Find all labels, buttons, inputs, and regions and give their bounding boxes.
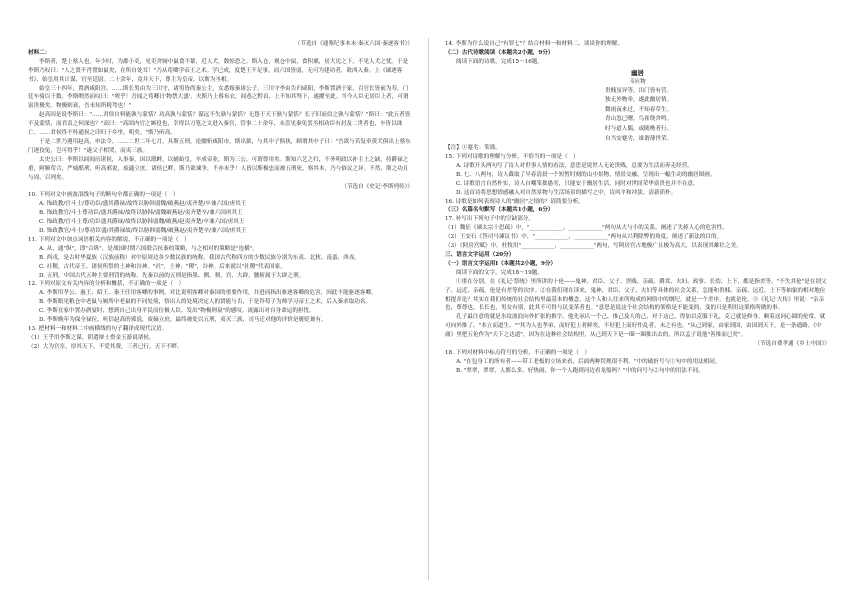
poem-line: 自当安蹇劣，谁谓薄世荣。 xyxy=(605,135,673,142)
text-paragraph: 15. 下列对诗歌的理解与分析，不恰当的一项是（ ） xyxy=(445,154,579,160)
text-paragraph: B. "翠翠，翠翠，人都么多，好热闹，你一个人跑到河边看龙船吗？"中的问号与②句中的用法不同。 xyxy=(456,367,704,374)
text-paragraph: B. 李斯眼见粮仓中老鼠与厕所中老鼠的不同处境，悟出人的处境决定人的贤能与否，于是拜荀子为师学习帝王之术，后入秦求取功名。 xyxy=(39,299,372,306)
poem-line: 微雨夜来过，不知春草生。 xyxy=(605,106,673,113)
text-paragraph: 10. 下列对文中画波浪线句子的断句全都正确的一项是（ ） xyxy=(28,192,179,199)
text-paragraph: D. 五刑，中国古代五种主要刑罚的统称。先秦以前的五刑是指墨、劓、剕、宫、大辟，腰斩属于大辟之刑。 xyxy=(39,272,305,279)
text-paragraph: 12. 下列对原文有关内容的分析和概括，不正确的一项是（ ） xyxy=(28,281,185,288)
text-paragraph: 阅读下面的文字，完成18～19题。 xyxy=(456,269,543,276)
poem-lines xyxy=(445,87,830,145)
text-paragraph: 三、语言文字运用（20分） xyxy=(445,251,515,258)
text-paragraph: D. 饰政教官/斗士/尊功臣盛/其爵禄故/终以胁韩弱魏/破燕赵/夷齐楚卒/兼六国/虏其王 xyxy=(39,228,247,235)
right-column xyxy=(445,40,830,376)
text-paragraph: C. 饰政教/官斗士尊/功臣盛其爵禄/故终以胁韩弱魏/破燕/赵夷齐楚/卒兼六国/虏其王 xyxy=(39,219,245,226)
column-divider xyxy=(428,38,429,580)
text-paragraph: C. 李斯在家中置办酒宴时，想到自己出身平民而位极人臣，发出"物极则衰"的感叹，流露出对自身命运的担忧。 xyxy=(39,308,315,315)
text-paragraph: （1）王乎用李斯之谋，阴遣辩士赍金玉游说诸侯。 xyxy=(28,334,155,341)
text-paragraph: 16. 诗歌是如何表现诗人的"幽居"之情的？请简要分析。 xyxy=(445,198,584,205)
text-paragraph: B. 饰政教官/斗士尊功臣/盛其爵禄/故终以胁韩/弱魏破燕赵/夷齐楚卒/兼六国虏其王 xyxy=(39,210,243,217)
text-paragraph: A. 诗歌开头两句写了诗人对世事人情的看法，意思是说世人无论贵贱，总要为生活而奔走经营。 xyxy=(456,162,693,169)
text-paragraph: 18. 下列对材料中标点符号的分析，不正确的一项是（ ） xyxy=(445,349,590,356)
text-paragraph: （2）大为宫室，厚其天下，不爱其费，三者已行，天下不畔。 xyxy=(28,343,183,350)
text-paragraph: B. 西戎，是古时华夏族（汉族前称）对中原周边各少数民族的统称，我国古代称四方的少数民族分别为东夷、北狄、南蛮、西戎。 xyxy=(39,254,360,261)
text-paragraph: （节选自《通鉴纪事本末·秦灭六国·秦逐客书》） xyxy=(294,41,413,47)
text-paragraph: （1）魏征《谏太宗十思疏》中，"____________，____________"两句从大与小的关系，阐述了失掉人心的危害性。 xyxy=(445,225,728,232)
text-paragraph: 孔子最注意的就是水纹波浪向外扩张的推字。他先承认一个己，推己及人的己，对于这己，得加以克服于礼，克己就是修身。顺着这同心圆的伦常，就可向外推了。"本立而道生。""其为人也孝弟，而好犯上者鲜矣，不好犯上而好作乱者，未之有也。"从己到家，由家到国，由国到天下，是一条通路。《中庸》里把五伦作为"天下之达道"，因为在这种社会结构里，从己到天下是一圈一圈推出去的，所以孟子说他"善推而已矣"。 xyxy=(445,314,826,339)
poem-block xyxy=(445,69,830,144)
poem-line: 独无外物牵，遂此幽居情。 xyxy=(605,97,673,104)
text-paragraph: 13. 把材料一和材料二中画横线的句子翻译成现代汉语。 xyxy=(28,326,168,332)
text-paragraph: 14. 李斯为什么说自己"有罪七"？结合材料一和材料二，谈谈你的理解。 xyxy=(445,41,624,47)
questions-15-to-18 xyxy=(445,144,830,376)
text-paragraph: 【注】①蹇劣：笨拙。 xyxy=(445,145,501,152)
text-paragraph: 阅读下面的诗歌，完成15～16题。 xyxy=(456,58,543,65)
text-paragraph: C. 诗歌语言自然朴实，诗人自嘲笨拙愚劣，只能安于幽居生活，同时对世间荣华富贵也并不在意。 xyxy=(456,180,699,187)
text-paragraph: A. 李斯用孝公、惠王、昭王、秦王任用客卿的事例，对比说明客卿对秦国的重要作用，并进而指出驱逐客卿的危害，因此不能驱逐客卿。 xyxy=(39,290,377,297)
text-paragraph: 太史公曰：李斯以闾阎历诸侯，入事秦，因以瑕衅，以辅始皇，卒成帝业，斯为三公，可谓尊用矣。斯知六艺之归，不务明政以补主上之缺，持爵禄之重，阿顺苟合，严威酷刑，听高邪说，废適立庶。诸侯已畔，斯乃欲谏争，不亦末乎！人皆以斯极忠而被五刑死，察其本，乃与俗议之异。不然，斯之功且与周、召列矣。 xyxy=(28,156,409,181)
poem-line: 时与道人偶，或随樵者行。 xyxy=(605,125,673,132)
text-paragraph: A. "在包身工的所有者——带工老板的立场来看，后面两种罚规很不利。"中的破折号与①句中的用法相同。 xyxy=(456,358,721,365)
text-paragraph: 材料二： xyxy=(28,49,51,56)
text-paragraph: C. 社稷，古代帝王、诸侯所祭的土神和谷神。"社"，土神；"稷"，谷神。后来就以"社稷"代表国家。 xyxy=(39,263,286,270)
poem-author: 韦应物 xyxy=(629,78,646,85)
text-paragraph: （一）语言文字运用Ⅰ（本题共2小题，9分） xyxy=(445,260,557,267)
text-paragraph: 始皇三十四年，置酒咸阳宫。……斯长男由为三川守，诸男皆尚秦公主，女悉嫁秦诸公子。三川守李由告归咸阳，李斯置酒于家，百官长皆前为寿，门廷车骑以千数。李斯喟然而叹曰："嗟乎！吾闻之荀卿曰'物禁大盛'。夫斯乃上蔡布衣，闾巷之黔首，上不知其驽下，遂擢至此。当今人臣无居臣上者，可谓富贵极矣。物极则衰，吾未知所税驾也！" xyxy=(28,85,409,110)
text-paragraph: A. 从，通"纵"，即"合纵"，是战国时期六国联合抗秦的策略，与之相对的策略是"连横"。 xyxy=(39,245,258,252)
text-paragraph: （2）王安石《答司马谏议书》中，"____________，____________"两句从兴利除弊的角度，阐述了新法的目的。 xyxy=(445,234,723,241)
question-14-and-poem-intro xyxy=(445,40,830,67)
text-paragraph: 赵高因是说李斯曰："……君侯自料能孰与蒙恬？功高孰与蒙恬？谋远不失孰与蒙恬？无怨于天下孰与蒙恬？长子旧而信之孰与蒙恬？"斯曰："此五者皆不及蒙恬，而君责之何深也？"高曰："高固内官之厮役也，幸得以刀笔之文进入秦宫，管事二十余年，未尝见秦免罢丞相功臣有封及二世者也，卒皆以诛亡。……君侯终不怀通侯之印归于乡里，明矣。"斯乃听高。 xyxy=(28,112,411,137)
text-paragraph: （节选自《史记·李斯列传》） xyxy=(341,183,413,190)
text-paragraph: （二）古代诗歌阅读（本题共2小题，9分） xyxy=(445,49,554,56)
text-paragraph: A. 饰政教/官斗士/尊功臣/盛其爵禄/故终以胁韩弱魏/破燕赵/夷齐楚/卒兼六国/虏其王 xyxy=(39,201,247,208)
poem-line: 贵贱虽异等，出门皆有营。 xyxy=(605,87,673,94)
text-paragraph: ①重在分别，在《礼记·祭统》里所讲的十伦——鬼神、君臣、父子、贵贱、亲疏、爵赏、夫妇、政事、长幼、上下，都是指差等。"不失其伦"是在别父子、远近、亲疏。伦是有差等的次序。②在我们现在读来，鬼神、君臣、父子、夫妇等具体的社会关系，怎能和贵贱、亲疏、远近、上下等抽象的相对地位相提并论？其实在我们传统的社会结构里最基本的概念，这个人和人往来所构成的网络中的纲纪，就是一个差序，也就是伦。③《礼记·大传》里说："亲亲也，尊尊也，长长也，男女有别，此其不可得与民变革者也。"意思是说这个社会结构的架格是不能变的，变的只是利用这架格所做的事。 xyxy=(445,278,827,312)
text-paragraph: 李斯者，楚上蔡人也。年少时，为郡小吏，见吏舍厕中鼠食不絜，近人犬，数惊恐之。斯入仓，观仓中鼠，食积粟，居大庑之下，不见人犬之忧。于是李斯乃叹曰："人之贤不肖譬如鼠矣，在所自处耳！"乃从荀卿学帝王之术。学已成，度楚王不足事，而六国皆弱，无可为建功者，欲西入秦。上《谏逐客书》，始皇用其计谋，官至廷尉。二十余年，竟并天下，尊主为皇帝，以斯为丞相。 xyxy=(28,58,409,83)
text-paragraph: （节选自费孝通《乡土中国》） xyxy=(754,341,830,348)
text-paragraph: 17. 补写出下列句子中的空缺部分。 xyxy=(445,216,534,223)
text-paragraph: D. 李斯晚年为保全禄位，听信赵高的邪说，废嫡立庶，最终被处以五刑，夷灭三族，司马迁对他的评价是褒贬兼有。 xyxy=(39,317,327,324)
text-paragraph: 11. 下列对文中加点词语相关内容的解说，不正确的一项是（ ） xyxy=(28,236,190,243)
text-paragraph: （三）名篇名句默写（本题共1小题，6分） xyxy=(445,207,554,214)
text-paragraph: D. 这首诗将思想情感融入对自然景物与生活场景的描写之中，诗风平和冲淡、清新质朴。 xyxy=(456,189,677,196)
left-column xyxy=(28,40,413,352)
text-paragraph: 于是二世乃遵用赵高，申法令。……二世二年七月，具斯五刑，论腰斩咸阳市。斯出狱，与其中子俱执，顾谓其中子曰："吾欲与若复牵黄犬俱出上蔡东门逐狡兔，岂可得乎！"遂父子相哭，而夷三族。 xyxy=(28,138,411,154)
poem-title: 幽居 xyxy=(631,68,644,77)
poem-line: 青山忽已曙，鸟雀绕舍鸣。 xyxy=(605,116,673,123)
text-paragraph: （3）《阿房宫赋》中，杜牧用"____________，____________"两句，写阿房宫占地极广且极为高大，以表现其雄壮之美。 xyxy=(445,243,742,250)
text-paragraph: B. 七、八两句，诗人截取了早春清晨一个短暂时刻的山中景物，情景交融，呈现出一幅生动的幽居图画。 xyxy=(456,171,716,178)
